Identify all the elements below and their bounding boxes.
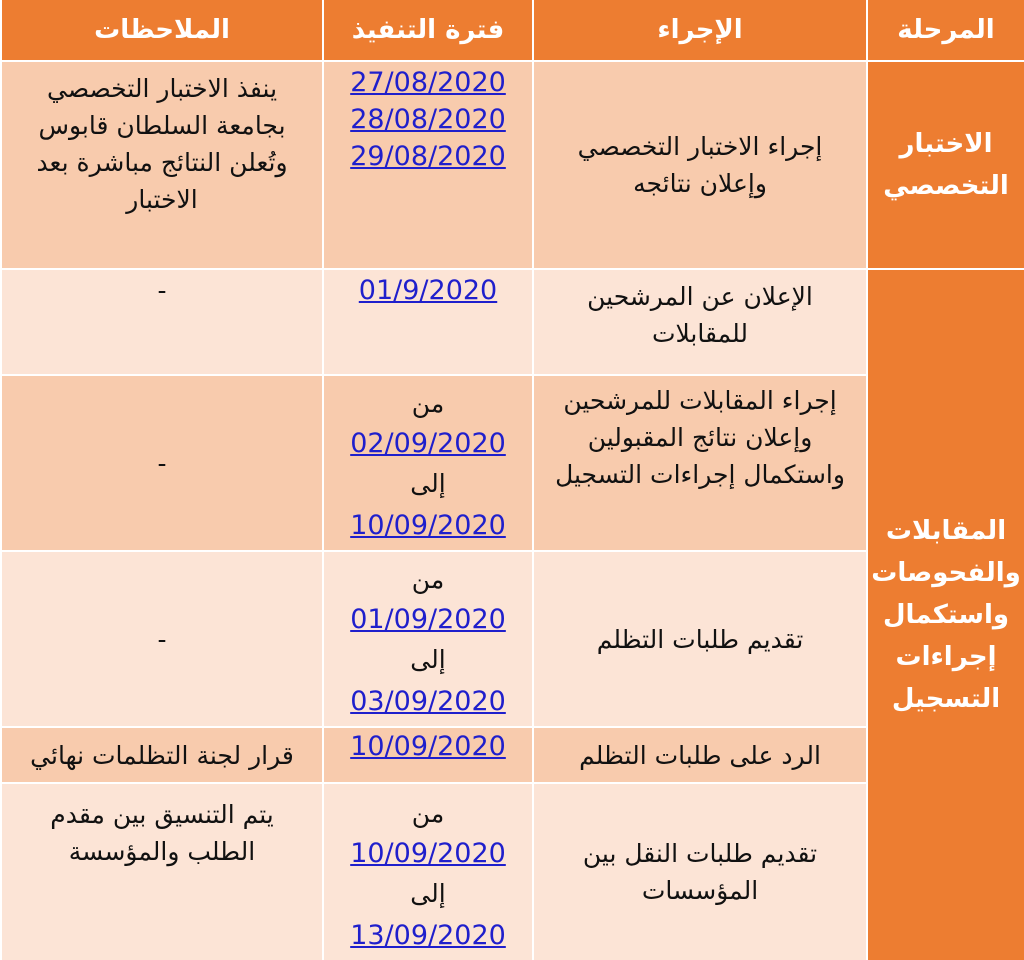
- row2-action: [534, 270, 866, 374]
- date-link[interactable]: 03/09/2020: [350, 686, 506, 717]
- to-label: إلى: [410, 469, 446, 498]
- row4-action: [534, 552, 866, 726]
- from-label: من: [411, 389, 445, 418]
- phase-line: المقابلات: [885, 516, 1007, 546]
- date-link[interactable]: 01/9/2020: [358, 275, 498, 306]
- phase-line: واستكمال: [882, 600, 1010, 630]
- header-phase: المرحلة: [868, 0, 1024, 60]
- row2-period: [324, 270, 532, 374]
- action-line: وإعلان نتائجه: [633, 169, 767, 198]
- row5-period: [324, 728, 532, 782]
- phase-specialized-exam: [868, 62, 1024, 268]
- action-line: إجراء المقابلات للمرشحين: [563, 386, 837, 415]
- action-line: الرد على طلبات التظلم: [579, 740, 821, 770]
- row5-action: [534, 728, 866, 782]
- date-link[interactable]: 29/08/2020: [350, 141, 506, 172]
- note-line: قرار لجنة التظلمات نهائي: [30, 740, 294, 770]
- row3-period: [324, 376, 532, 550]
- action-line: الإعلان عن المرشحين: [587, 282, 813, 311]
- date-link[interactable]: 10/09/2020: [350, 731, 506, 762]
- row4-period: [324, 552, 532, 726]
- from-label: من: [411, 799, 445, 828]
- row4-notes: [2, 552, 322, 726]
- to-label: إلى: [410, 879, 446, 908]
- action-line: وإعلان نتائج المقبولين: [587, 423, 813, 452]
- row5-notes: [2, 728, 322, 782]
- note-line: -: [157, 624, 167, 654]
- date-link[interactable]: 02/09/2020: [350, 428, 506, 459]
- note-line: -: [157, 276, 167, 305]
- row6-notes: [2, 784, 322, 960]
- phase-line: إجراءات: [895, 642, 997, 672]
- date-link[interactable]: 27/08/2020: [350, 67, 506, 98]
- date-link[interactable]: 01/09/2020: [350, 604, 506, 635]
- row3-notes: [2, 376, 322, 550]
- header-notes: الملاحظات: [2, 0, 322, 60]
- row3-action: [534, 376, 866, 550]
- date-link[interactable]: 10/09/2020: [350, 510, 506, 541]
- header-period: فترة التنفيذ: [324, 0, 532, 60]
- row6-action: [534, 784, 866, 960]
- action-line: تقديم طلبات التظلم: [596, 624, 804, 654]
- note-line: وتُعلن النتائج مباشرة بعد: [36, 148, 288, 177]
- action-line: تقديم طلبات النقل بين: [582, 839, 818, 868]
- date-link[interactable]: 28/08/2020: [350, 104, 506, 135]
- note-line: -: [157, 448, 167, 478]
- note-line: بجامعة السلطان قابوس: [38, 111, 286, 140]
- note-line: يتم التنسيق بين مقدم: [50, 800, 274, 829]
- phase-line: التسجيل: [891, 684, 1001, 714]
- from-label: من: [411, 565, 445, 594]
- row6-period: [324, 784, 532, 960]
- date-link[interactable]: 10/09/2020: [350, 838, 506, 869]
- note-line: الاختبار: [126, 185, 198, 214]
- date-link[interactable]: 13/09/2020: [350, 920, 506, 951]
- phase-line: الاختبار: [899, 129, 993, 159]
- row2-notes: [2, 270, 322, 374]
- action-line: للمقابلات: [651, 319, 749, 348]
- to-label: إلى: [410, 645, 446, 674]
- phase-interviews: [868, 270, 1024, 960]
- header-action: الإجراء: [534, 0, 866, 60]
- action-line: إجراء الاختبار التخصصي: [577, 132, 823, 161]
- phase-line: التخصصي: [883, 171, 1009, 201]
- phase-line: والفحوصات: [871, 558, 1021, 588]
- action-line: واستكمال إجراءات التسجيل: [555, 460, 845, 489]
- row1-period: [324, 62, 532, 268]
- note-line: الطلب والمؤسسة: [68, 837, 256, 866]
- row1-action: [534, 62, 866, 268]
- row1-notes: [2, 62, 322, 268]
- note-line: ينفذ الاختبار التخصصي: [46, 74, 278, 103]
- action-line: المؤسسات: [641, 876, 759, 905]
